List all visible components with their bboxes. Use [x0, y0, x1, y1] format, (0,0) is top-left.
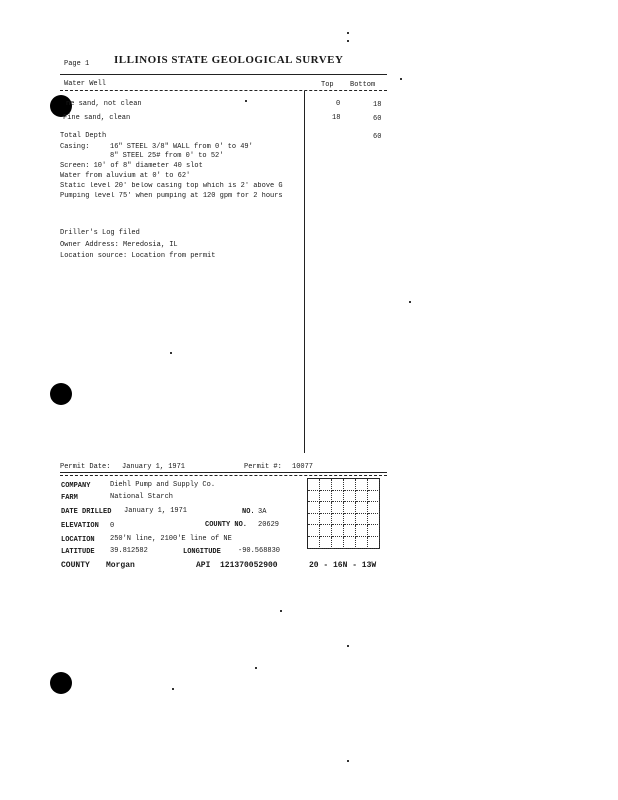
strata-row-2-bottom: 60 — [373, 115, 382, 123]
api-label: API — [196, 561, 211, 570]
section-grid-cell — [344, 491, 356, 503]
api-value: 121370052900 — [220, 561, 278, 570]
location-source: Location source: Location from permit — [60, 252, 216, 260]
casing-line-2: 8" STEEL 25# from 0' to 52' — [110, 152, 224, 160]
section-grid-cell — [308, 537, 320, 549]
section-grid-cell — [308, 525, 320, 537]
section-grid-cell — [356, 525, 368, 537]
elevation-label: ELEVATION — [61, 522, 99, 530]
scan-speck — [409, 301, 411, 303]
punch-hole — [50, 672, 72, 694]
permit-number-value: 10077 — [292, 463, 314, 471]
section-grid-cell — [308, 479, 320, 491]
permit-rule-dashed — [60, 475, 387, 476]
section-grid-cell — [368, 514, 380, 526]
longitude-label: LONGITUDE — [183, 548, 221, 556]
strata-row-2-description: Fine sand, clean — [63, 114, 131, 122]
strata-row-1-top: 0 — [336, 100, 341, 108]
scan-speck — [172, 688, 174, 690]
permit-rule — [60, 472, 387, 473]
punch-hole — [50, 383, 72, 405]
header-rule — [60, 74, 387, 75]
section-grid-cell — [356, 537, 368, 549]
section-grid-cell — [344, 525, 356, 537]
section-grid-cell — [320, 502, 332, 514]
section-grid-cell — [308, 514, 320, 526]
section-grid-cell — [368, 479, 380, 491]
section-grid-cell — [320, 537, 332, 549]
farm-value: National Starch — [110, 493, 174, 501]
county-value: Morgan — [106, 561, 135, 570]
section-grid-cell — [332, 479, 344, 491]
county-label: COUNTY — [61, 561, 90, 570]
section-grid-cell — [344, 514, 356, 526]
section-grid-cell — [320, 479, 332, 491]
section-grid-cell — [320, 525, 332, 537]
water-note: Water from aluvium at 0' to 62' — [60, 172, 191, 180]
scan-speck — [400, 78, 402, 80]
permit-number-label: Permit #: — [244, 463, 282, 471]
scan-speck — [255, 667, 257, 669]
company-label: COMPANY — [61, 482, 91, 490]
section-grid-cell — [332, 537, 344, 549]
permit-date-label: Permit Date: — [60, 463, 111, 471]
section-grid-cell — [368, 537, 380, 549]
scan-speck — [280, 610, 282, 612]
date-drilled-label: DATE DRILLED — [61, 508, 112, 516]
section-grid-cell — [356, 479, 368, 491]
column-header-rule — [60, 90, 387, 91]
permit-date-value: January 1, 1971 — [122, 463, 186, 471]
section-grid-cell — [332, 514, 344, 526]
section-grid-cell — [368, 502, 380, 514]
location-value: 250'N line, 2100'E line of NE — [110, 535, 232, 543]
section-grid-cell — [344, 537, 356, 549]
column-header-description: Water Well — [64, 80, 107, 88]
page-title: ILLINOIS STATE GEOLOGICAL SURVEY — [114, 54, 344, 66]
scan-speck — [347, 760, 349, 762]
farm-label: FARM — [61, 494, 78, 502]
date-drilled-value: January 1, 1971 — [124, 507, 188, 515]
scan-speck — [245, 100, 247, 102]
column-divider — [304, 91, 305, 453]
strata-row-1-bottom: 18 — [373, 101, 382, 109]
section-grid-cell — [356, 491, 368, 503]
scan-speck — [170, 352, 172, 354]
column-header-top: Top — [321, 81, 334, 89]
section-grid-cell — [368, 525, 380, 537]
section-grid-cell — [332, 502, 344, 514]
section-grid-cell — [356, 502, 368, 514]
total-depth-label: Total Depth — [60, 132, 107, 140]
static-level-note: Static level 20' below casing top which is 2' above G — [60, 182, 283, 190]
county-number-label: COUNTY NO. — [205, 521, 248, 529]
column-header-bottom: Bottom — [350, 81, 376, 89]
section-grid-cell — [332, 491, 344, 503]
section-grid-cell — [332, 525, 344, 537]
section-grid-cell — [320, 514, 332, 526]
screen-note: Screen: 10' of 8" diameter 40 slot — [60, 162, 203, 170]
owner-address: Owner Address: Meredosia, IL — [60, 241, 178, 249]
casing-label: Casing: — [60, 143, 90, 151]
county-number-value: 20629 — [258, 521, 280, 529]
section-grid-cell — [344, 502, 356, 514]
strata-row-1-description: ne sand, not clean — [66, 100, 142, 108]
scan-speck — [347, 645, 349, 647]
section-grid-cell — [308, 502, 320, 514]
section-grid-cell — [356, 514, 368, 526]
casing-line-1: 16" STEEL 3/8" WALL from 0' to 49' — [110, 143, 253, 151]
strata-row-2-top: 18 — [332, 114, 341, 122]
driller-log-note: Driller's Log filed — [60, 229, 140, 237]
page-number: Page 1 — [64, 60, 90, 68]
latitude-label: LATITUDE — [61, 548, 95, 556]
longitude-value: -90.568830 — [238, 547, 281, 555]
well-number-value: 3A — [258, 508, 267, 516]
section-grid-cells — [308, 479, 380, 549]
scan-speck — [347, 40, 349, 42]
elevation-value: 0 — [110, 522, 115, 530]
company-value: Diehl Pump and Supply Co. — [110, 481, 216, 489]
total-depth-value: 60 — [373, 133, 382, 141]
well-number-label: NO. — [242, 508, 255, 516]
scan-speck — [347, 32, 349, 34]
latitude-value: 39.812582 — [110, 547, 148, 555]
location-label: LOCATION — [61, 536, 95, 544]
section-grid-cell — [320, 491, 332, 503]
pumping-level-note: Pumping level 75' when pumping at 120 gpm for 2 hours — [60, 192, 283, 200]
section-grid-cell — [344, 479, 356, 491]
township-range-section: 20 - 16N - 13W — [309, 561, 377, 570]
section-grid-cell — [368, 491, 380, 503]
section-grid-cell — [308, 491, 320, 503]
